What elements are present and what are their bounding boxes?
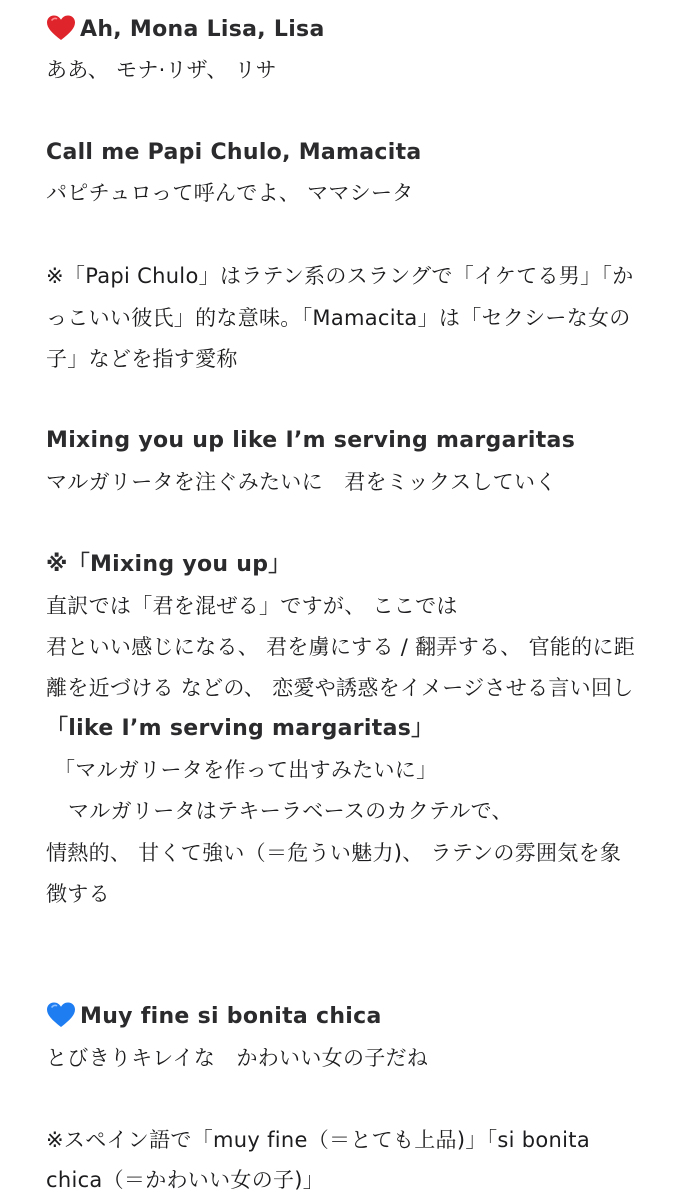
annotation-heading: ※「Mixing you up」: [46, 552, 291, 577]
lyric-line-english: Call me Papi Chulo, Mamacita: [46, 140, 422, 165]
annotation-text: chica（＝かわいい女の子)」: [46, 1168, 325, 1192]
annotation-text: マルガリータはテキーラベースのカクテルで、: [68, 799, 513, 823]
lyric-line-english: [46, 10, 679, 50]
lyric-translation: とびきりキレイな かわいい女の子だね: [46, 1046, 429, 1070]
annotation-text: ※スペイン語で「muy fine（＝とても上品)」「si bonita: [46, 1128, 590, 1152]
annotation-text: 子」などを指す愛称: [46, 347, 238, 371]
lyric-line-english: [46, 997, 679, 1037]
blue-heart-icon: [46, 1001, 76, 1029]
annotation-text: 「マルガリータを作って出すみたいに」: [54, 758, 438, 782]
lyric-translation: ああ、 モナ·リザ、 リサ: [46, 58, 277, 82]
lyric-line-english: Mixing you up like I’m serving margaritas: [46, 428, 576, 453]
lyric-text: Ah, Mona Lisa, Lisa: [80, 17, 325, 42]
lyric-text: Muy fine si bonita chica: [80, 1004, 382, 1029]
annotation-text: ※「Papi Chulo」はラテン系のスラングで「イケてる男」「か: [46, 264, 634, 288]
annotation-text: 直訳では「君を混ぜる」ですが、 ここでは: [46, 594, 458, 618]
annotation-text: 情熱的、 甘くて強い（＝危うい魅力)、 ラテンの雰囲気を象: [46, 841, 622, 865]
red-heart-icon: [46, 14, 76, 42]
annotation-heading: 「like I’m serving margaritas」: [46, 716, 434, 741]
annotation-text: 君といい感じになる、 君を虜にする / 翻弄する、 官能的に距: [46, 635, 636, 659]
lyric-translation: パピチュロって呼んでよ、 ママシータ: [46, 181, 414, 205]
annotation-text: 徴する: [46, 882, 110, 906]
lyric-translation: マルガリータを注ぐみたいに 君をミックスしていく: [46, 470, 557, 494]
annotation-text: 離を近づける などの、 恋愛や誘惑をイメージさせる言い回し: [46, 676, 634, 700]
annotation-text: っこいい彼氏」的な意味。「Mamacita」は「セクシーな女の: [46, 306, 631, 330]
